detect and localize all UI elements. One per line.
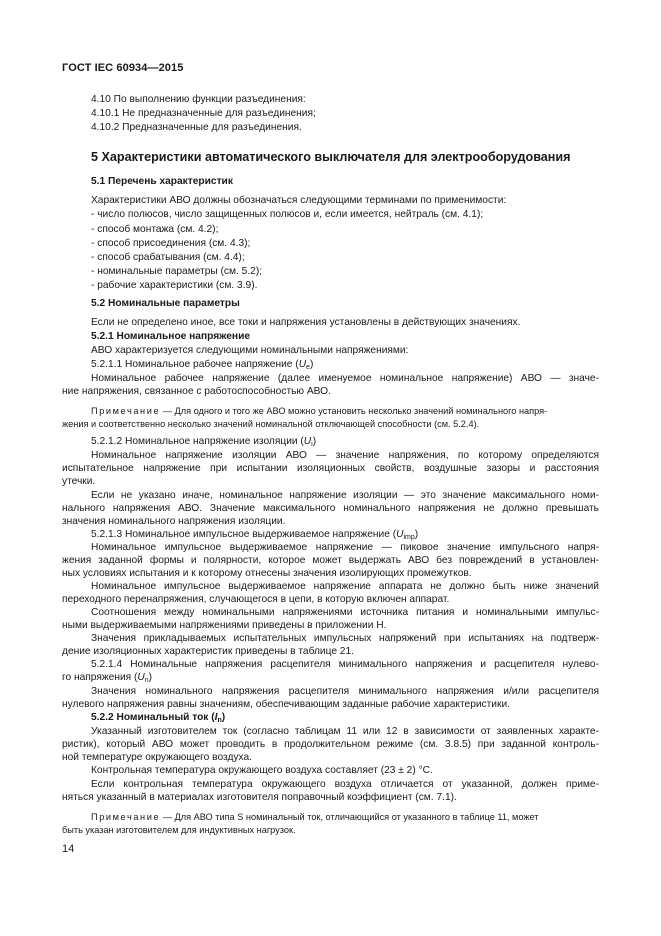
paragraph-line: Номинальное напряжение изоляции АВО — значение напряжения, по которому определяются — [91, 450, 599, 461]
list-item: - номинальные параметры (см. 5.2); — [91, 266, 263, 277]
paragraph: АВО характеризуется следующими номинальными напряжениями: — [91, 345, 409, 356]
paragraph-line: Значения номинального напряжения расцепителя минимального напряжения и/или расцепителя — [91, 686, 599, 697]
paragraph-line: испытательное напряжение при испытании изоляционных свойств, воздушные зазоры и расстояния — [62, 463, 599, 474]
list-item: - рабочие характеристики (см. 3.9). — [91, 280, 258, 291]
paragraph: Если не определено иное, все токи и напряжения установлены в действующих значениях. — [91, 317, 521, 328]
note-line: быть указан изготовителем для индуктивных нагрузок. — [62, 825, 296, 835]
document-code-header: ГОСТ IEC 60934—2015 — [62, 62, 184, 74]
paragraph-line: Если контрольная температура окружающего воздуха отличается от указанной, должен приме- — [91, 779, 599, 790]
paragraph-line: 5.2.1.4 Номинальные напряжения расцепителя минимального напряжения и расцепителя нулево- — [91, 659, 599, 670]
subsection-heading: 5.2 Номинальные параметры — [91, 298, 240, 309]
paragraph-line: ние напряжения, связанное с работоспособностью АВО. — [62, 386, 331, 397]
subsection-heading: 5.2.1 Номинальное напряжение — [91, 331, 251, 342]
paragraph-line: Номинальное импульсное выдерживаемое напряжение аппарата не должно быть ниже значений — [91, 581, 599, 592]
paragraph-line: ной температуре окружающего воздуха. — [62, 752, 252, 763]
subsection-heading: 5.1 Перечень характеристик — [91, 176, 233, 187]
paragraph-line: ными выдерживаемыми напряжениями приведены в приложении Н. — [62, 620, 387, 631]
list-item: - способ монтажа (см. 4.2); — [91, 224, 219, 235]
paragraph-line: ных условиях испытания и к которому отнесены значения изолирующих промежутков. — [62, 568, 472, 579]
page-number: 14 — [62, 843, 75, 855]
clause-heading: 5.2.1.3 Номинальное импульсное выдерживаемое напряжение $(U_{imp})$ — [91, 529, 419, 541]
paragraph-line: Номинальное рабочее напряжение (далее именуемое номинальное напряжение) АВО — значе- — [91, 373, 599, 384]
paragraph-line: нулевого напряжения равны значениям, обеспечивающим заданные рабочие характеристики. — [62, 699, 510, 710]
clause-heading: 5.2.1.1 Номинальное рабочее напряжение $(U_e)$ — [91, 359, 314, 371]
note-line: Примечание — Для одного и того же АВО можно установить несколько значений номинального напря- — [91, 406, 548, 416]
paragraph-line: ристик), который АВО может проводить в продолжительном режиме (см. 3.8.5) при заданной контроль- — [62, 739, 599, 750]
paragraph-line: Значения прикладываемых испытательных импульсных напряжений при испытаниях на подтверж- — [91, 633, 599, 644]
paragraph-line: няться указанный в материалах изготовителя поправочный коэффициент (см. 7.1). — [62, 792, 457, 803]
list-item: - способ срабатывания (см. 4.4); — [91, 252, 245, 263]
note-line: Примечание — Для АВО типа S номинальный ток, отличающийся от указанного в таблице 11, может — [91, 812, 539, 822]
paragraph-line: значения номинального напряжения изоляции. — [62, 516, 286, 527]
paragraph-line: Контрольная температура окружающего воздуха составляет (23 ± 2) °С. — [91, 765, 433, 776]
paragraph-line: Соотношения между номинальными напряжениями источника питания и номинальными импульс- — [91, 607, 599, 618]
paragraph: Характеристики АВО должны обозначаться следующими терминами по применимости: — [91, 195, 507, 206]
paragraph-line: дение изоляционных характеристик приведены в таблице 21. — [62, 646, 354, 657]
paragraph-line: Указанный изготовителем ток (согласно таблицам 11 или 12 в зависимости от заявленных характе- — [91, 726, 599, 737]
list-item: - число полюсов, число защищенных полюсов и, если имеется, нейтраль (см. 4.1); — [91, 209, 484, 220]
paragraph-line: жения заданной формы и полярности, которое может выдержать АВО без повреждений в установлен- — [62, 555, 599, 566]
section-heading: 5 Характеристики автоматического выключателя для электрооборудования — [91, 150, 571, 164]
paragraph-line: Если не указано иначе, номинальное напряжение изоляции — это значение максимального номи- — [91, 490, 599, 501]
paragraph-line: го напряжения $(U_n)$ — [62, 672, 153, 684]
note-line: жения и соответственно несколько значений номинальной отключающей способности (см. 5.2.4). — [62, 419, 480, 429]
list-item: 4.10.2 Предназначенные для разъединения. — [91, 122, 302, 133]
paragraph-line: нального напряжения АВО. Значение максимального номинального напряжения не должно превышать — [62, 503, 599, 514]
list-item: 4.10 По выполнению функции разъединения: — [91, 94, 306, 105]
paragraph-line: утечки. — [62, 476, 96, 487]
paragraph-line: Номинальное импульсное выдерживаемое напряжение — пиковое значение импульсного напря- — [91, 542, 599, 553]
subsection-heading: 5.2.2 Номинальный ток $(I_n)$ — [91, 712, 226, 724]
list-item: - способ присоединения (см. 4.3); — [91, 238, 251, 249]
paragraph-line: переходного перенапряжения, случающегося в цепи, в которую включен аппарат. — [62, 594, 450, 605]
clause-heading: 5.2.1.2 Номинальное напряжение изоляции $(U_i)$ — [91, 436, 317, 448]
list-item: 4.10.1 Не предназначенные для разъединения; — [91, 108, 316, 119]
